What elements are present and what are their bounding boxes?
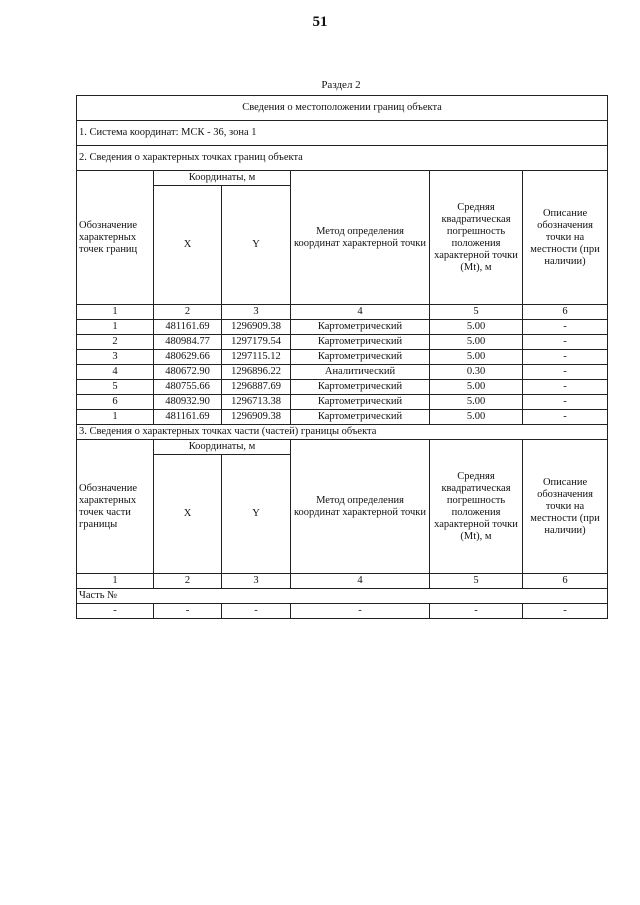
method: Картометрический bbox=[291, 320, 430, 335]
table-row bbox=[77, 380, 608, 395]
col-number: 4 bbox=[291, 305, 430, 320]
header-method: Метод определения координат характерной точки bbox=[291, 440, 430, 574]
coord-x: 480932.90 bbox=[154, 395, 222, 410]
header-coords: Координаты, м bbox=[154, 171, 291, 186]
empty-cell: - bbox=[523, 604, 608, 619]
method: Картометрический bbox=[291, 410, 430, 425]
point-id: 6 bbox=[77, 395, 154, 410]
header-error: Средняя квадратическая погрешность положения характерной точки (Mt), м bbox=[430, 440, 523, 574]
coord-y: 1296713.38 bbox=[222, 395, 291, 410]
col-number: 3 bbox=[222, 574, 291, 589]
section2-heading: 2. Сведения о характерных точках границ объекта bbox=[77, 146, 608, 171]
column-numbers-row bbox=[77, 574, 608, 589]
coord-y: 1297179.54 bbox=[222, 335, 291, 350]
table-row bbox=[77, 350, 608, 365]
point-id: 4 bbox=[77, 365, 154, 380]
col-number: 6 bbox=[523, 305, 608, 320]
description: - bbox=[523, 410, 608, 425]
method: Картометрический bbox=[291, 350, 430, 365]
header-designation: Обозначение характерных точек границ bbox=[77, 171, 154, 305]
page-number: 51 bbox=[312, 14, 328, 30]
description: - bbox=[523, 350, 608, 365]
description: - bbox=[523, 380, 608, 395]
table-row bbox=[77, 320, 608, 335]
error: 5.00 bbox=[430, 410, 523, 425]
method: Картометрический bbox=[291, 335, 430, 350]
empty-cell: - bbox=[222, 604, 291, 619]
description: - bbox=[523, 365, 608, 380]
coord-y: 1296909.38 bbox=[222, 320, 291, 335]
point-id: 1 bbox=[77, 410, 154, 425]
header-x: X bbox=[154, 455, 222, 574]
point-id: 2 bbox=[77, 335, 154, 350]
error: 5.00 bbox=[430, 350, 523, 365]
header-y: Y bbox=[222, 455, 291, 574]
coord-x: 480672.90 bbox=[154, 365, 222, 380]
section-label: Раздел 2 bbox=[321, 79, 361, 91]
coord-y: 1297115.12 bbox=[222, 350, 291, 365]
description: - bbox=[523, 395, 608, 410]
col-number: 5 bbox=[430, 305, 523, 320]
header-designation: Обозначение характерных точек части границы bbox=[77, 440, 154, 574]
table-row bbox=[77, 395, 608, 410]
header-method: Метод определения координат характерной точки bbox=[291, 171, 430, 305]
error: 5.00 bbox=[430, 335, 523, 350]
error: 5.00 bbox=[430, 395, 523, 410]
coord-y: 1296887.69 bbox=[222, 380, 291, 395]
method: Аналитический bbox=[291, 365, 430, 380]
method: Картометрический bbox=[291, 395, 430, 410]
point-id: 5 bbox=[77, 380, 154, 395]
section3-heading: 3. Сведения о характерных точках части (частей) границы объекта bbox=[77, 425, 608, 440]
coord-x: 481161.69 bbox=[154, 410, 222, 425]
table-row bbox=[77, 604, 608, 619]
part-label: Часть № bbox=[77, 589, 608, 604]
column-numbers-row bbox=[77, 305, 608, 320]
table-title: Сведения о местоположении границ объекта bbox=[77, 96, 608, 121]
header-description: Описание обозначения точки на местности (при наличии) bbox=[523, 440, 608, 574]
table-row bbox=[77, 365, 608, 380]
coord-x: 480984.77 bbox=[154, 335, 222, 350]
error: 5.00 bbox=[430, 320, 523, 335]
col-number: 4 bbox=[291, 574, 430, 589]
header-coords: Координаты, м bbox=[154, 440, 291, 455]
header-y: Y bbox=[222, 186, 291, 305]
table-row bbox=[77, 410, 608, 425]
empty-cell: - bbox=[77, 604, 154, 619]
table-row bbox=[77, 335, 608, 350]
header-x: X bbox=[154, 186, 222, 305]
point-id: 1 bbox=[77, 320, 154, 335]
coord-y: 1296896.22 bbox=[222, 365, 291, 380]
col-number: 1 bbox=[77, 305, 154, 320]
coord-y: 1296909.38 bbox=[222, 410, 291, 425]
col-number: 2 bbox=[154, 305, 222, 320]
header-error: Средняя квадратическая погрешность положения характерной точки (Mt), м bbox=[430, 171, 523, 305]
col-number: 3 bbox=[222, 305, 291, 320]
boundary-table bbox=[76, 95, 608, 619]
empty-cell: - bbox=[291, 604, 430, 619]
error: 5.00 bbox=[430, 380, 523, 395]
coord-system: 1. Система координат: МСК - 36, зона 1 bbox=[77, 121, 608, 146]
col-number: 2 bbox=[154, 574, 222, 589]
coord-x: 480629.66 bbox=[154, 350, 222, 365]
method: Картометрический bbox=[291, 380, 430, 395]
empty-cell: - bbox=[430, 604, 523, 619]
coord-x: 480755.66 bbox=[154, 380, 222, 395]
description: - bbox=[523, 335, 608, 350]
coord-x: 481161.69 bbox=[154, 320, 222, 335]
col-number: 1 bbox=[77, 574, 154, 589]
point-id: 3 bbox=[77, 350, 154, 365]
description: - bbox=[523, 320, 608, 335]
header-description: Описание обозначения точки на местности (при наличии) bbox=[523, 171, 608, 305]
error: 0.30 bbox=[430, 365, 523, 380]
col-number: 6 bbox=[523, 574, 608, 589]
col-number: 5 bbox=[430, 574, 523, 589]
empty-cell: - bbox=[154, 604, 222, 619]
